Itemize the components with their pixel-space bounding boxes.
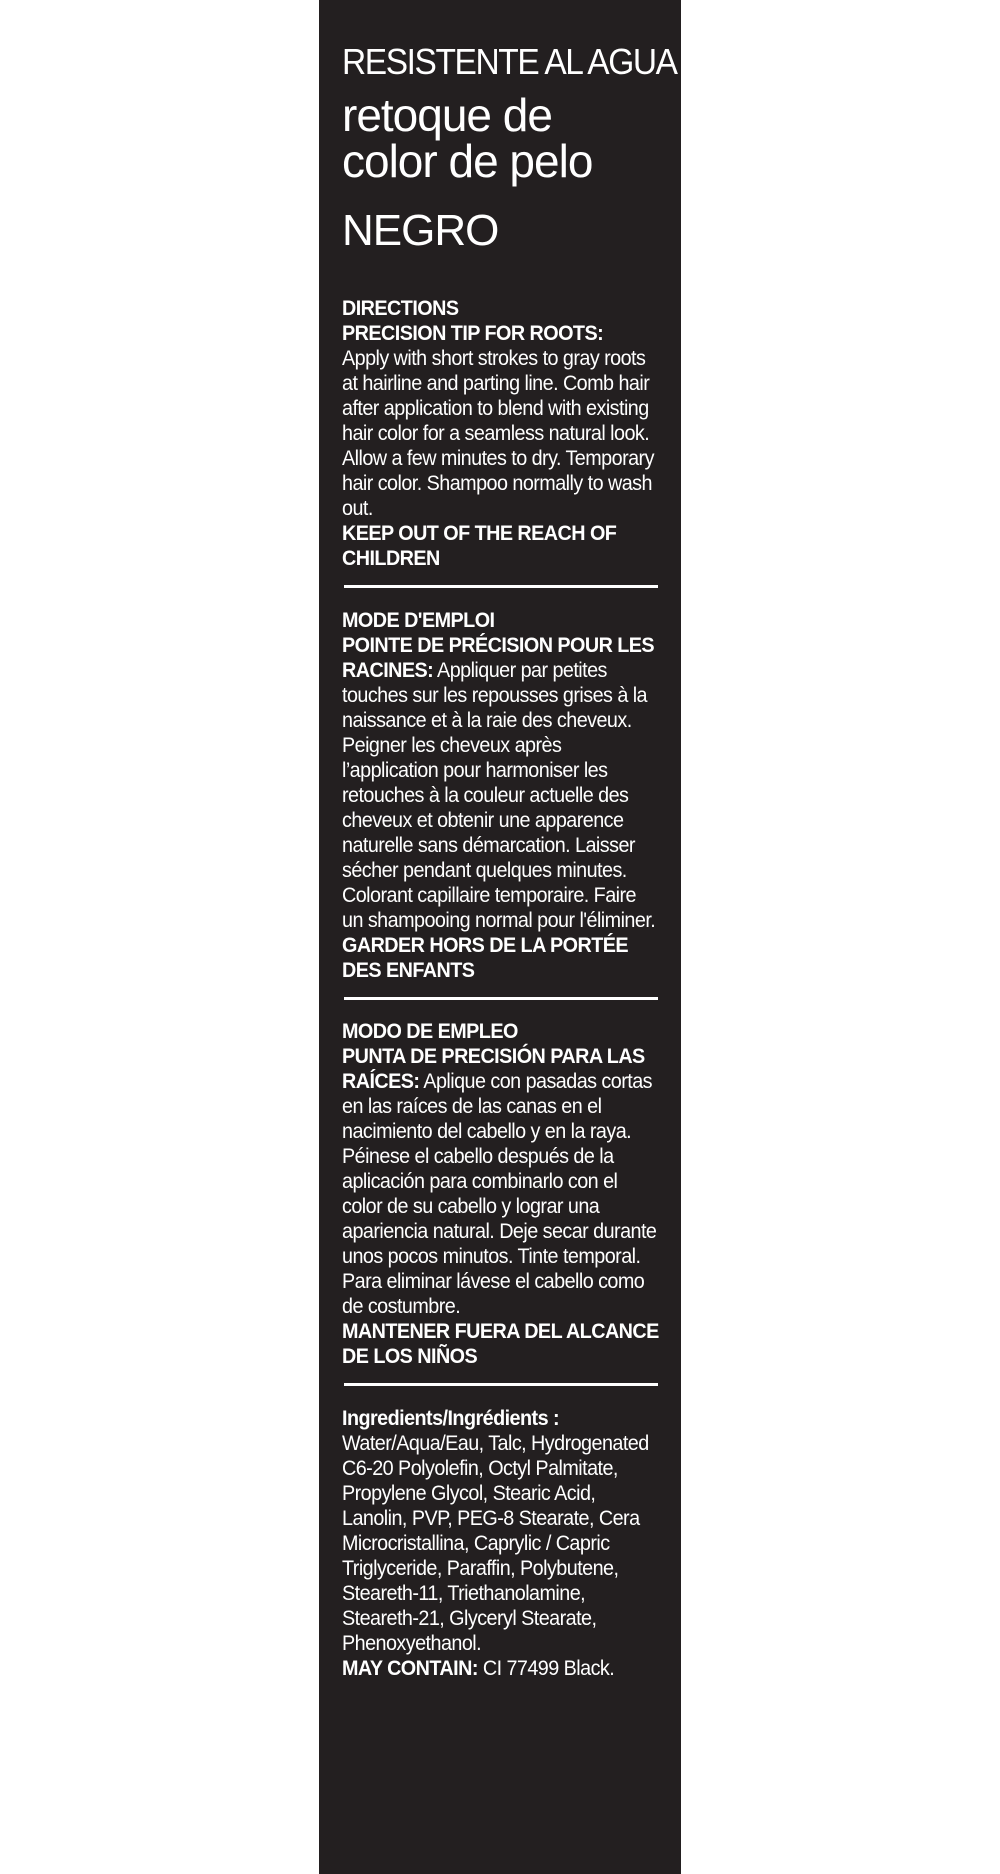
divider xyxy=(344,1383,658,1386)
mode-emploi-text xyxy=(342,633,659,933)
mode-emploi-body: Appliquer par petites touches sur les repousses grises à la naissance et à la raie des cheveux. Peigner les cheveux après l’application pour harmoniser les retouches à la couleur actuelle des cheveux et obtenir une apparence naturelle sans démarcation. Laisser sécher pendant quelques minutes. Colorant capillaire temporaire. Faire un shampooing normal pour l'éliminer. xyxy=(342,658,656,932)
mode-emploi-warning: GARDER HORS DE LA PORTÉE DES ENFANTS xyxy=(342,933,629,982)
product-name-line-2: color de pelo xyxy=(342,135,593,187)
modo-empleo-warning: MANTENER FUERA DEL ALCANCE DE LOS NIÑOS xyxy=(342,1319,659,1368)
directions-body: Apply with short strokes to gray roots at hairline and parting line. Comb hair after application to blend with existing hair color for a seamless natural look. Allow a few minutes to dry. Temporary hair color. Shampoo normally to wash out. xyxy=(342,346,654,520)
modo-empleo-text xyxy=(342,1044,659,1319)
ingredients-section xyxy=(342,1406,659,1681)
modo-empleo-title: MODO DE EMPLEO xyxy=(342,1019,518,1043)
modo-empleo-subtitle: PUNTA DE PRECISIÓN PARA LAS RAÍCES: xyxy=(342,1044,645,1093)
directions-subtitle: PRECISION TIP FOR ROOTS: xyxy=(342,321,604,345)
shade-name: NEGRO xyxy=(342,206,499,255)
directions-warning: KEEP OUT OF THE REACH OF CHILDREN xyxy=(342,521,617,570)
divider xyxy=(344,997,658,1000)
mode-emploi-title: MODE D'EMPLOI xyxy=(342,608,495,632)
mode-emploi-subtitle: POINTE DE PRÉCISION POUR LES RACINES: xyxy=(342,633,655,682)
directions-english xyxy=(342,296,659,571)
product-name xyxy=(342,89,661,187)
modo-empleo-body: Aplique con pasadas cortas en las raíces de las canas en el nacimiento del cabello y en la raya. Péinese el cabello después de la aplicación para combinarlo con el color de su cabello y lograr una apariencia natural. Deje secar durante unos pocos minutos. Tinte temporal. Para eliminar lávese el cabello como de costumbre. xyxy=(342,1069,657,1318)
label-panel xyxy=(319,0,681,1874)
directions-title: DIRECTIONS xyxy=(342,296,459,320)
divider xyxy=(344,585,658,588)
product-name-line-1: retoque de xyxy=(342,89,552,141)
directions-french xyxy=(342,608,659,983)
ingredients-list: Water/Aqua/Eau, Talc, Hydrogenated C6-20 Polyolefin, Octyl Palmitate, Propylene Glycol, Stearic Acid, Lanolin, PVP, PEG-8 Stearate, Cera Microcristallina, Caprylic / Capric Triglyceride, Paraffin, Polybutene, Steareth-11, Triethanolamine, Steareth-21, Glyceryl Stearate, Phenoxyethanol. xyxy=(342,1431,649,1655)
may-contain-label: MAY CONTAIN: xyxy=(342,1656,478,1680)
water-resistant-heading: RESISTENTE AL AGUA xyxy=(342,41,677,82)
may-contain-value: CI 77499 Black. xyxy=(482,1656,615,1680)
directions-spanish xyxy=(342,1019,659,1369)
may-contain xyxy=(342,1656,659,1681)
ingredients-heading: Ingredients/Ingrédients : xyxy=(342,1406,560,1430)
